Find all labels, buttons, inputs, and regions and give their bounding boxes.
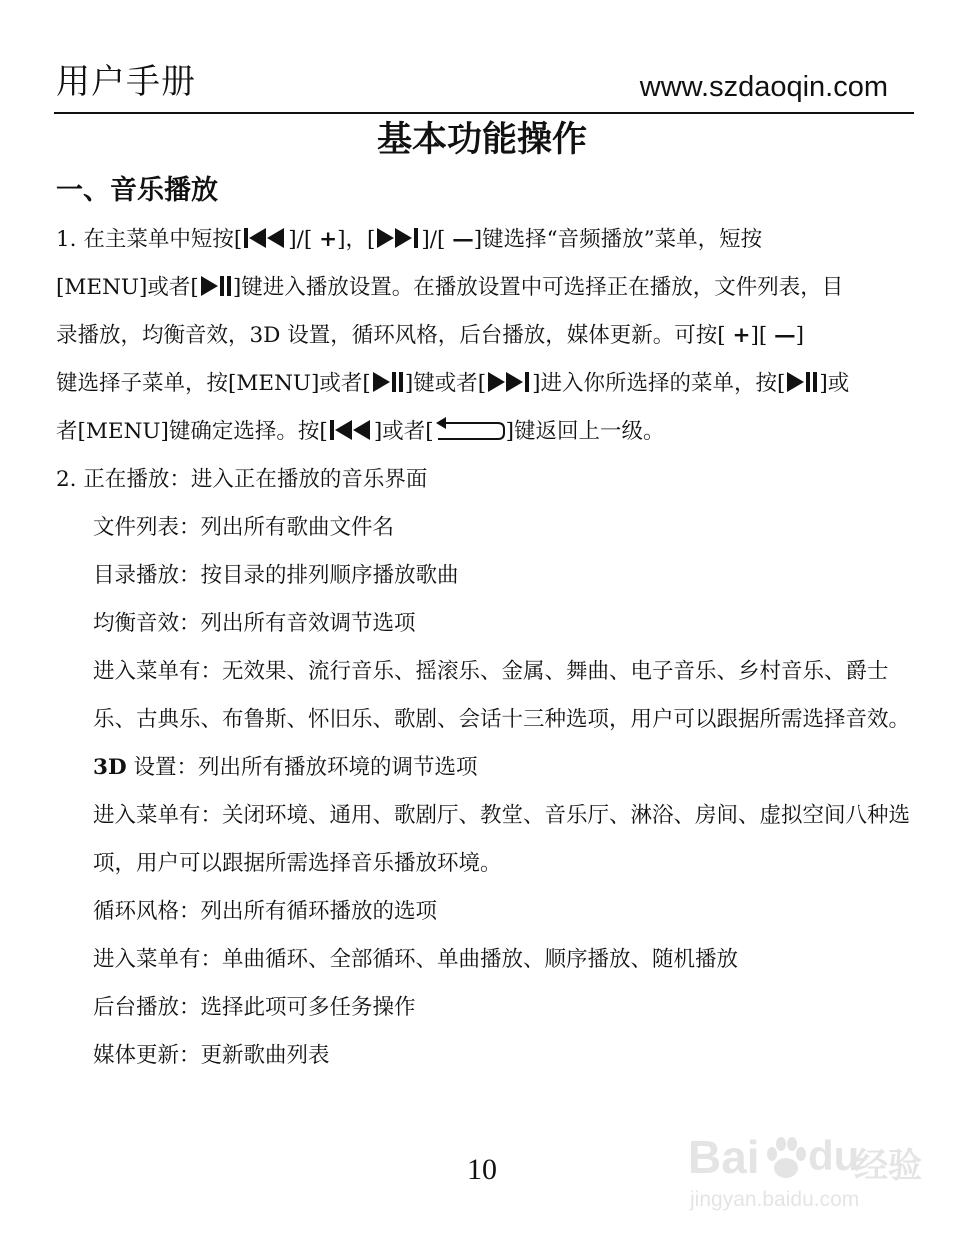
next-track-icon — [486, 370, 532, 394]
header-website: www.szdaoqin.com — [639, 71, 888, 103]
line-now-playing: 2. 正在播放：进入正在播放的音乐界面 — [56, 467, 428, 492]
line-directory-play: 目录播放：按目录的排列顺序播放歌曲 — [93, 563, 459, 588]
3d-label: 3D — [93, 755, 127, 780]
play-pause-icon — [371, 370, 405, 394]
plus-key-symbol: + — [319, 227, 338, 252]
paragraph-3d-options: 进入菜单有：关闭环境、通用、歌剧厅、教堂、音乐厅、淋浴、房间、虚拟空间八种选项，用户可以跟据所需选择音乐播放环境。 — [93, 803, 911, 876]
page-title: 基本功能操作 — [376, 120, 587, 160]
baidu-jingyan-watermark — [684, 1128, 922, 1218]
play-pause-icon — [199, 274, 233, 298]
line-loop-style: 循环风格：列出所有循环播放的选项 — [93, 899, 438, 924]
section-heading-music-playback: 一、音乐播放 — [56, 175, 218, 206]
play-pause-icon — [785, 370, 819, 394]
watermark-jingyan-text: 经验 — [854, 1146, 922, 1186]
header-divider — [54, 112, 914, 114]
paw-icon — [764, 1134, 808, 1188]
paragraph-menu-navigation: 1. 在主菜单中短按[ ]/[ +]，[ ]/[ —]键选择“音频播放”菜单，短按 [MENU]或者[ ]键进入播放设置。在播放设置中可选择正在播放，文件列表，目 录播放，均衡音效，3D 设置，循环风格，后台播放，媒体更新。可按[ +][ —] 键选择子菜单，按[MENU]或者[ ]键或者[ ]进入你所选择的菜单，按[ ]或 者[MENU]键确定选择。按[ ]或者[ ]键返回上一级。 — [56, 227, 850, 444]
watermark-bai-text: Bai — [688, 1131, 760, 1183]
paragraph-equalizer-options: 进入菜单有：无效果、流行音乐、摇滚乐、金属、舞曲、电子音乐、乡村音乐、爵士乐、古典乐、布鲁斯、怀旧乐、歌剧、会话十三种选项，用户可以跟据所需选择音效。 — [93, 659, 911, 732]
return-arrow-icon — [434, 416, 506, 442]
minus-key-symbol: — — [452, 227, 474, 252]
previous-track-icon — [242, 226, 288, 250]
plus-key-symbol: + — [732, 323, 751, 348]
previous-track-icon — [328, 418, 374, 442]
minus-key-symbol: — — [774, 323, 796, 348]
watermark-url: jingyan.baidu.com — [690, 1188, 860, 1211]
header-title: 用户手册 — [56, 62, 196, 102]
line-3d-settings: 3D 设置：列出所有播放环境的调节选项 — [93, 755, 478, 780]
watermark-du-text: du — [808, 1132, 860, 1179]
line-media-update: 媒体更新：更新歌曲列表 — [93, 1043, 330, 1068]
line-loop-options: 进入菜单有：单曲循环、全部循环、单曲播放、顺序播放、随机播放 — [93, 947, 739, 972]
next-track-icon — [375, 226, 421, 250]
line-background-play: 后台播放：选择此项可多任务操作 — [93, 995, 416, 1020]
page-number: 10 — [467, 1153, 497, 1186]
content-body — [56, 216, 912, 1080]
line-file-list: 文件列表：列出所有歌曲文件名 — [93, 515, 395, 540]
line-equalizer: 均衡音效：列出所有音效调节选项 — [93, 611, 416, 636]
